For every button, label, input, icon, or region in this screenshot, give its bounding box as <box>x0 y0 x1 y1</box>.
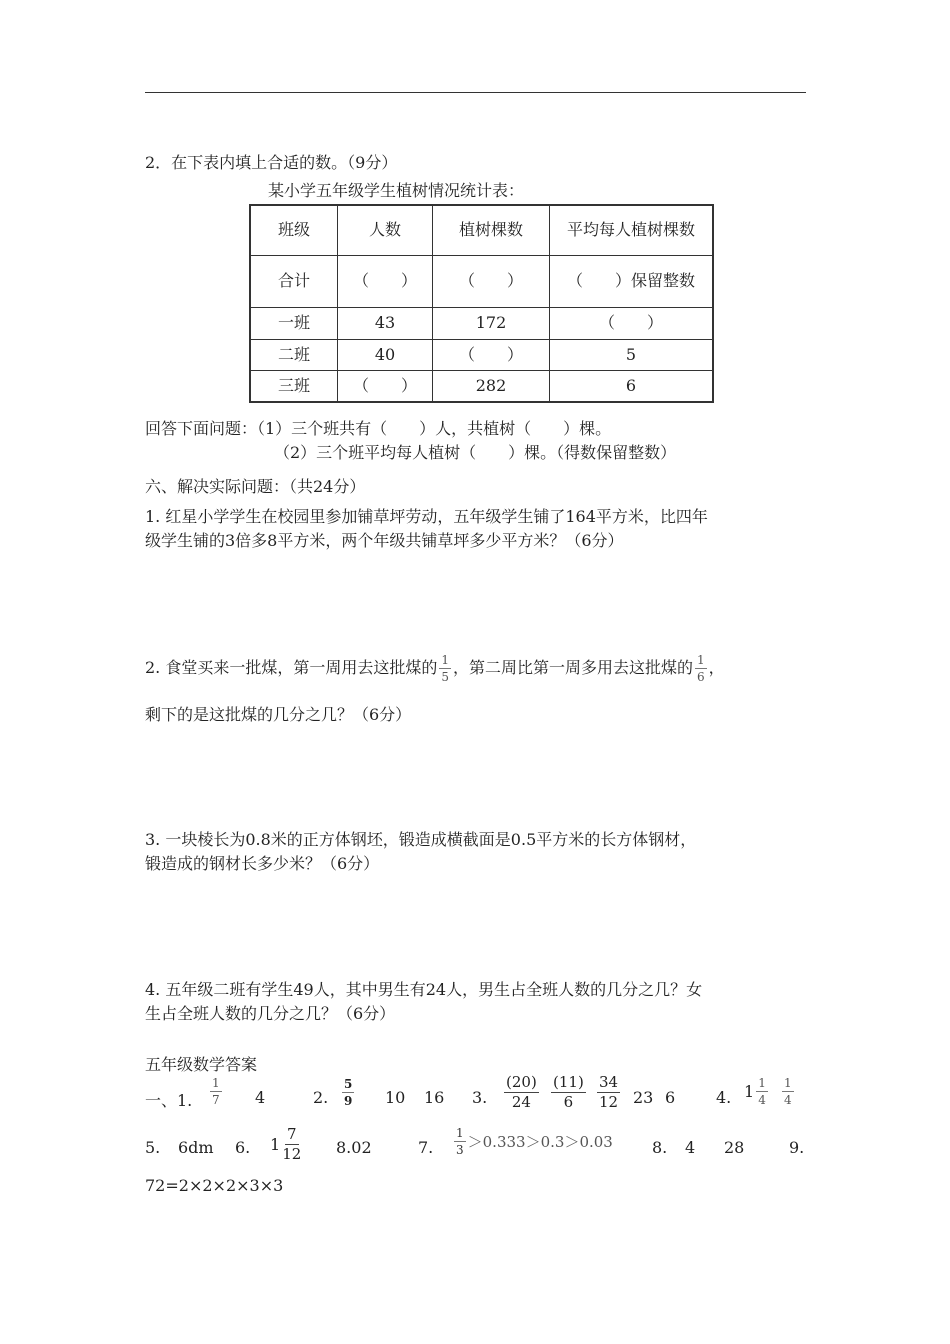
table-cell: 合计 <box>250 255 338 307</box>
problem-3-line-1: 3. 一块棱长为0.8米的正方体钢坯，锻造成横截面是0.5平方米的长方体钢材， <box>145 830 697 849</box>
answer-value: 4 <box>255 1088 266 1107</box>
answer-label: 8. <box>652 1138 668 1157</box>
answer-value: 6dm <box>178 1138 214 1157</box>
table-cell: 二班 <box>250 339 338 370</box>
table-cell: 43 <box>338 307 433 339</box>
problem-2-text: ， <box>708 658 725 677</box>
problem-4-line-2: 生占全班人数的几分之几？（6分） <box>145 1004 396 1023</box>
table-cell: （ ）保留整数 <box>550 255 714 307</box>
table-row <box>250 339 713 370</box>
header-cell: 班级 <box>250 205 338 255</box>
answer-mixed-number: 1 $\frac{7}{12}$ <box>270 1125 302 1163</box>
answer-prompt-line-1: 回答下面问题：（1）三个班共有（ ）人，共植树（ ）棵。 <box>145 419 612 438</box>
answer-fraction: $\frac{1}{4}$ <box>784 1076 792 1107</box>
fraction-one-sixth: $\frac{1}{6}$ <box>697 653 705 684</box>
answer-fraction: $\frac{(11)}{6}$ <box>553 1073 584 1111</box>
answers-title: 五年级数学答案 <box>145 1055 258 1074</box>
question-2-title: 2．在下表内填上合适的数。（9分） <box>145 153 398 172</box>
answer-fraction: $\frac{(20)}{24}$ <box>506 1073 537 1111</box>
table-row <box>250 370 713 402</box>
table-cell: （ ） <box>550 307 714 339</box>
answer-value: 23 <box>633 1088 654 1107</box>
problem-2-text: 2. 食堂买来一批煤，第一周用去这批煤的 <box>145 658 438 677</box>
table-cell: （ ） <box>338 370 433 402</box>
answer-fraction: $\frac{1}{7}$ <box>212 1076 220 1107</box>
problem-1-line-1: 1. 红星小学学生在校园里参加铺草坪劳动，五年级学生铺了164平方米，比四年 <box>145 507 708 526</box>
table-header-row <box>250 205 713 255</box>
table-cell: 172 <box>433 307 550 339</box>
answer-label: 3. <box>472 1088 488 1107</box>
answer-label: 2. <box>313 1088 329 1107</box>
header-cell: 人数 <box>338 205 433 255</box>
answer-inequality: $\frac{1}{3}$ ＞0.333＞0.3＞0.03 <box>456 1126 613 1157</box>
answer-fraction: $\frac{34}{12}$ <box>599 1073 619 1111</box>
table-cell: 282 <box>433 370 550 402</box>
problem-2-line-2: 剩下的是这批煤的几分之几？（6分） <box>145 705 412 724</box>
answer-value: 28 <box>724 1138 745 1157</box>
answer-value: 6 <box>665 1088 676 1107</box>
table-cell: 6 <box>550 370 714 402</box>
answer-factorization: 72=2×2×2×3×3 <box>145 1176 284 1195</box>
table-row <box>250 307 713 339</box>
table-cell: （ ） <box>338 255 433 307</box>
fraction-one-fifth: $\frac{1}{5}$ <box>441 653 449 684</box>
answer-mixed-number: 1 $\frac{1}{4}$ <box>744 1076 766 1107</box>
table-cell: （ ） <box>433 339 550 370</box>
problem-1-line-2: 级学生铺的3倍多8平方米，两个年级共铺草坪多少平方米？（6分） <box>145 531 624 550</box>
planting-stats-table <box>249 204 714 403</box>
section-6-title: 六、解决实际问题：（共24分） <box>145 477 366 496</box>
answer-label: 7. <box>418 1138 434 1157</box>
table-cell: 40 <box>338 339 433 370</box>
answer-label: 9. <box>789 1138 805 1157</box>
problem-4-line-1: 4. 五年级二班有学生49人，其中男生有24人，男生占全班人数的几分之几？女 <box>145 980 703 999</box>
answer-label: 一、1. <box>145 1091 193 1110</box>
answer-label: 6. <box>235 1138 251 1157</box>
problem-2-line-1 <box>145 654 725 683</box>
table-cell: 一班 <box>250 307 338 339</box>
answer-prompt-line-2: （2）三个班平均每人植树（ ）棵。（得数保留整数） <box>274 443 677 462</box>
answer-value: 8.02 <box>336 1138 372 1157</box>
answer-value: 16 <box>424 1088 445 1107</box>
answer-label: 5. <box>145 1138 161 1157</box>
table-cell: 5 <box>550 339 714 370</box>
problem-2-text: ，第二周比第一周多用去这批煤的 <box>453 658 694 677</box>
table-row <box>250 255 713 307</box>
table-cell: 三班 <box>250 370 338 402</box>
answer-value: 10 <box>385 1088 406 1107</box>
problem-3-line-2: 锻造成的钢材长多少米？（6分） <box>145 854 380 873</box>
table-cell: （ ） <box>433 255 550 307</box>
table-caption: 某小学五年级学生植树情况统计表： <box>268 181 525 200</box>
answer-label: 4. <box>716 1088 732 1107</box>
answer-value: 4 <box>685 1138 696 1157</box>
header-rule <box>145 92 806 93</box>
header-cell: 平均每人植树棵数 <box>550 205 714 255</box>
header-cell: 植树棵数 <box>433 205 550 255</box>
answer-fraction: $\frac{5}{9}$ <box>344 1077 353 1108</box>
